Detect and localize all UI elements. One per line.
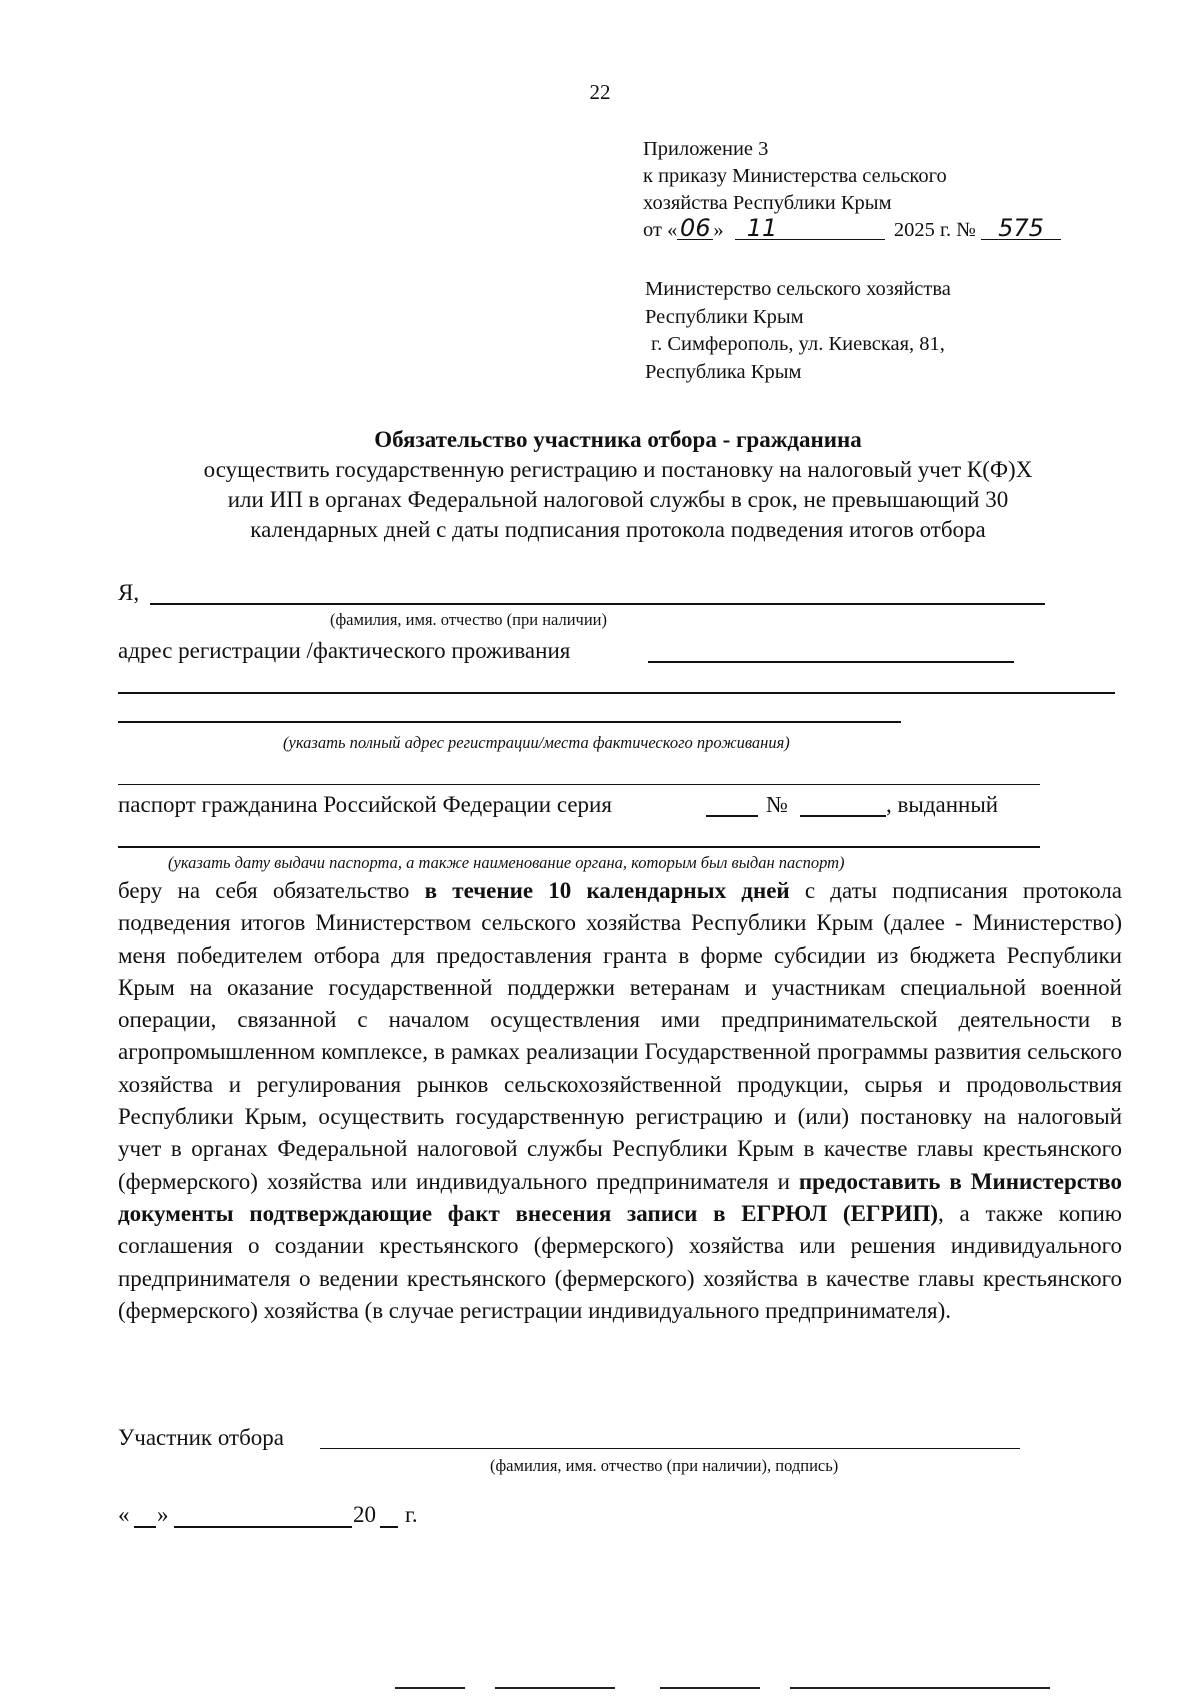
order-number: 575: [981, 217, 1061, 240]
passport-number-line[interactable]: [800, 815, 886, 817]
number-sign: №: [766, 792, 788, 817]
signature-line[interactable]: [320, 1448, 1020, 1449]
addressee-block: [645, 276, 951, 386]
scan-artifact: [660, 1687, 760, 1689]
scan-artifact: [495, 1687, 615, 1689]
order-year-text: 2025 г. №: [893, 219, 976, 241]
body-part-1: беру на себя обязательство: [118, 878, 425, 903]
passport-label: паспорт гражданина Российской Федерации серия: [118, 792, 612, 817]
addressee-line-3: г. Симферополь, ул. Киевская, 81,: [651, 333, 945, 355]
addressee-line-1: Министерство сельского хозяйства: [645, 278, 951, 300]
passport-series-line[interactable]: [706, 815, 758, 817]
date-year-prefix: 20: [353, 1502, 376, 1527]
signature-label: Участник отбора: [118, 1425, 285, 1450]
document-title: [118, 425, 1118, 545]
page-number: 22: [589, 80, 611, 104]
order-day: 06: [677, 217, 713, 240]
obligation-paragraph: [118, 875, 1122, 1327]
body-part-3: , а также копию соглашения о создании крестьянского (фермерского) хозяйства или решения индивидуального предпринимателя о ведении крестьянского (фермерского) хозяйства в качестве главы крестьянского (фермерского) хозяйства (в случае регистрации индивидуального предпринимателя).: [118, 1200, 1122, 1323]
addressee-line-2: Республики Крым: [645, 305, 804, 328]
fio-line[interactable]: [150, 603, 1045, 605]
date-year-line[interactable]: [380, 1526, 398, 1528]
body-bold-1: в течение 10 календарных дней: [424, 878, 790, 903]
scan-artifact: [395, 1687, 465, 1689]
i-label: Я,: [118, 580, 140, 605]
body-part-2: с даты подписания протокола подведения итогов Министерством сельского хозяйства Республики Крым (далее - Министерство) меня победителем отбора для предоставления гранта в форме субсидии из бюджета Республики Крым на оказание государственной поддержки ветеранам и участникам специальной военной операции, связанной с началом осуществления ими предпринимательской деятельности в агропромышленном комплексе, в рамках реализации Государственной программы развития сельского хозяйства и регулирования рынков сельскохозяйственной продукции, сырья и продовольствия Республики Крым, осуществить государственную регистрацию и (или) постановку на налоговый учет в органах Федеральной налоговой службы Республики Крым в качестве главы крестьянского (фермерского) хозяйства или индивидуального предпринимателя и: [118, 878, 1122, 1194]
appendix-line-1: Приложение 3: [643, 138, 769, 160]
issued-label: , выданный: [886, 792, 999, 817]
title-line-4: календарных дней с даты подписания протокола подведения итогов отбора: [250, 517, 986, 542]
appendix-line-3: хозяйства Республики Крым: [643, 192, 892, 214]
appendix-line-2: к приказу Министерства сельского: [643, 165, 947, 187]
from-prefix: от «: [643, 219, 678, 241]
date-open-quote: «: [118, 1502, 130, 1527]
address-caption: (указать полный адрес регистрации/места фактического проживания): [283, 733, 790, 752]
date-day-line[interactable]: [134, 1526, 156, 1528]
address-line-2[interactable]: [118, 692, 1115, 694]
appendix-date-line: [643, 214, 1061, 244]
passport-caption: (указать дату выдачи паспорта, а также наименование органа, которым был выдан паспорт): [168, 853, 845, 872]
passport-issued-line[interactable]: [118, 846, 1040, 848]
date-year-suffix: г.: [405, 1502, 418, 1527]
address-line-1[interactable]: [648, 661, 1014, 663]
title-line-3: или ИП в органах Федеральной налоговой службы в срок, не превышающий 30: [227, 487, 1009, 512]
quote-close: »: [713, 219, 724, 241]
address-line-3[interactable]: [118, 721, 901, 723]
addressee-line-4: Республика Крым: [645, 360, 802, 383]
address-label: адрес регистрации /фактического проживания: [118, 638, 571, 663]
date-close-quote: »: [157, 1502, 169, 1527]
passport-top-line: [118, 784, 1040, 785]
appendix-block: [643, 136, 1061, 244]
title-bold: Обязательство участника отбора - гражданина: [374, 427, 862, 452]
title-line-2: осуществить государственную регистрацию и постановку на налоговый учет К(Ф)Х: [203, 457, 1033, 482]
signature-caption: (фамилия, имя. отчество (при наличии), подпись): [490, 1456, 839, 1475]
fio-caption: (фамилия, имя. отчество (при наличии): [330, 610, 608, 629]
order-month: 11: [735, 217, 885, 240]
date-month-line[interactable]: [174, 1526, 352, 1528]
body-bold-2: предоставить в Министерство документы подтверждающие факт внесения записи в ЕГРЮЛ (ЕГРИП): [118, 1168, 1123, 1226]
scan-artifact: [790, 1687, 1050, 1689]
